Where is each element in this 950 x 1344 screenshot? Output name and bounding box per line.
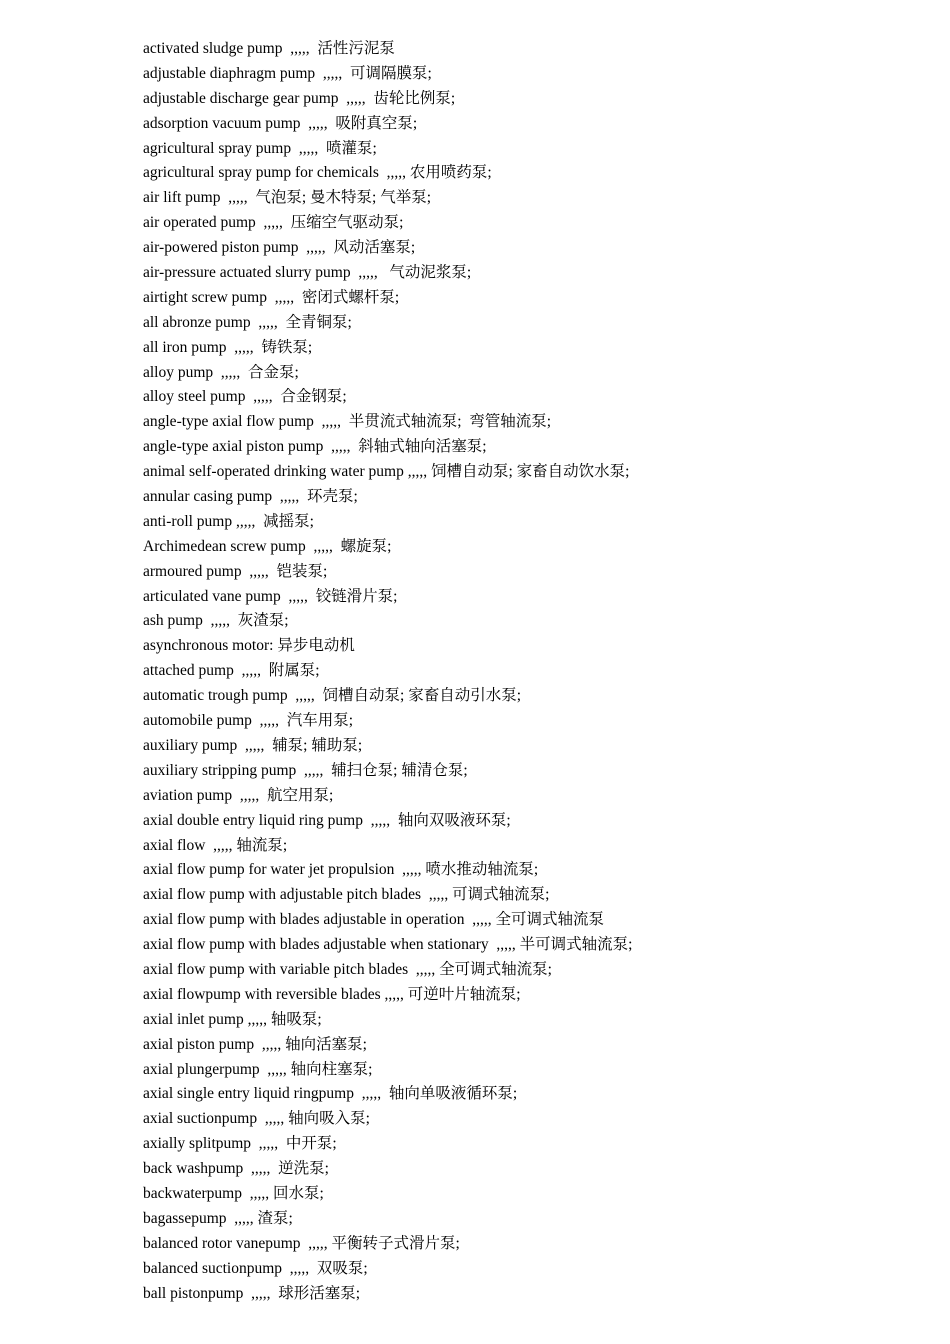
glossary-entry: back washpump ,,,,, 逆洗泵; xyxy=(143,1160,329,1178)
glossary-entry: alloy pump ,,,,, 合金泵; xyxy=(143,363,299,381)
glossary-entry: auxiliary pump ,,,,, 辅泵; 辅助泵; xyxy=(143,736,363,754)
glossary-entry: air lift pump ,,,,, 气泡泵; 曼木特泵; 气举泵; xyxy=(143,189,432,207)
glossary-entry: attached pump ,,,,, 附属泵; xyxy=(143,662,320,680)
glossary-entry: axial flow pump for water jet propulsion ,,,,, 喷水推动轴流泵; xyxy=(143,861,539,879)
glossary-entry: air operated pump ,,,,, 压缩空气驱动泵; xyxy=(143,214,404,232)
glossary-entry: activated sludge pump ,,,,, 活性污泥泵 xyxy=(143,40,395,57)
glossary-entry: adjustable diaphragm pump ,,,,, 可调隔膜泵; xyxy=(143,64,432,82)
glossary-entry: automatic trough pump ,,,,, 饲槽自动泵; 家畜自动引水泵; xyxy=(143,687,522,705)
glossary-entry: Archimedean screw pump ,,,,, 螺旋泵; xyxy=(143,537,392,555)
glossary-entry: axial plungerpump ,,,,, 轴向柱塞泵; xyxy=(143,1060,373,1078)
glossary-entry: aviation pump ,,,,, 航空用泵; xyxy=(143,786,334,804)
glossary-entry: agricultural spray pump ,,,,, 喷灌泵; xyxy=(143,139,377,157)
glossary-entry: asynchronous motor: 异步电动机 xyxy=(143,637,355,655)
glossary-entry: ash pump ,,,,, 灰渣泵; xyxy=(143,612,289,630)
glossary-entry: axial double entry liquid ring pump ,,,,, 轴向双吸液环泵; xyxy=(143,811,511,829)
glossary-entry: axially splitpump ,,,,, 中开泵; xyxy=(143,1135,337,1153)
glossary-entry: balanced rotor vanepump ,,,,, 平衡转子式滑片泵; xyxy=(143,1234,460,1252)
glossary-entry: auxiliary stripping pump ,,,,, 辅扫仓泵; 辅清仓泵; xyxy=(143,761,468,779)
glossary-entry: adjustable discharge gear pump ,,,,, 齿轮比例泵; xyxy=(143,89,456,107)
glossary-entry: anti-roll pump ,,,,, 减摇泵; xyxy=(143,512,314,530)
glossary-entry: airtight screw pump ,,,,, 密闭式螺杆泵; xyxy=(143,288,400,306)
glossary-entry: balanced suctionpump ,,,,, 双吸泵; xyxy=(143,1259,368,1277)
glossary-entry: agricultural spray pump for chemicals ,,,,, 农用喷药泵; xyxy=(143,164,492,182)
glossary-entry: axial flow pump with blades adjustable in operation ,,,,, 全可调式轴流泵 xyxy=(143,911,605,929)
glossary-entry: annular casing pump ,,,,, 环壳泵; xyxy=(143,488,358,506)
glossary-entry: adsorption vacuum pump ,,,,, 吸附真空泵; xyxy=(143,114,418,132)
glossary-entry: angle-type axial piston pump ,,,,, 斜轴式轴向活塞泵; xyxy=(143,438,487,456)
glossary-entry: all iron pump ,,,,, 铸铁泵; xyxy=(143,338,313,356)
pump-glossary-list xyxy=(143,37,923,1306)
glossary-entry: all abronze pump ,,,,, 全青铜泵; xyxy=(143,313,352,331)
glossary-entry: automobile pump ,,,,, 汽车用泵; xyxy=(143,712,354,730)
glossary-entry: articulated vane pump ,,,,, 铰链滑片泵; xyxy=(143,587,398,605)
glossary-entry: angle-type axial flow pump ,,,,, 半贯流式轴流泵; 弯管轴流泵; xyxy=(143,413,552,431)
glossary-entry: air-powered piston pump ,,,,, 风动活塞泵; xyxy=(143,239,416,257)
glossary-entry: armoured pump ,,,,, 铠装泵; xyxy=(143,562,328,580)
glossary-entry: axial inlet pump ,,,,, 轴吸泵; xyxy=(143,1010,322,1028)
glossary-entry: air-pressure actuated slurry pump ,,,,, 气动泥浆泵; xyxy=(143,264,472,282)
glossary-entry: ball pistonpump ,,,,, 球形活塞泵; xyxy=(143,1284,361,1302)
glossary-entry: axial suctionpump ,,,,, 轴向吸入泵; xyxy=(143,1110,370,1128)
glossary-entry: axial flow pump with variable pitch blades ,,,,, 全可调式轴流泵; xyxy=(143,960,552,978)
glossary-entry: bagassepump ,,,,, 渣泵; xyxy=(143,1209,293,1227)
glossary-entry: axial flow pump with adjustable pitch blades ,,,,, 可调式轴流泵; xyxy=(143,886,550,904)
glossary-entry: axial piston pump ,,,,, 轴向活塞泵; xyxy=(143,1035,367,1053)
glossary-entry: alloy steel pump ,,,,, 合金钢泵; xyxy=(143,388,347,406)
glossary-entry: backwaterpump ,,,,, 回水泵; xyxy=(143,1184,324,1202)
glossary-entry: axial flowpump with reversible blades ,,,,, 可逆叶片轴流泵; xyxy=(143,985,521,1003)
glossary-entry: axial flow ,,,,, 轴流泵; xyxy=(143,836,288,854)
glossary-entry: axial single entry liquid ringpump ,,,,, 轴向单吸液循环泵; xyxy=(143,1085,518,1103)
glossary-entry: axial flow pump with blades adjustable when stationary ,,,,, 半可调式轴流泵; xyxy=(143,936,633,954)
glossary-entry: animal self-operated drinking water pump ,,,,, 饲槽自动泵; 家畜自动饮水泵; xyxy=(143,463,630,481)
